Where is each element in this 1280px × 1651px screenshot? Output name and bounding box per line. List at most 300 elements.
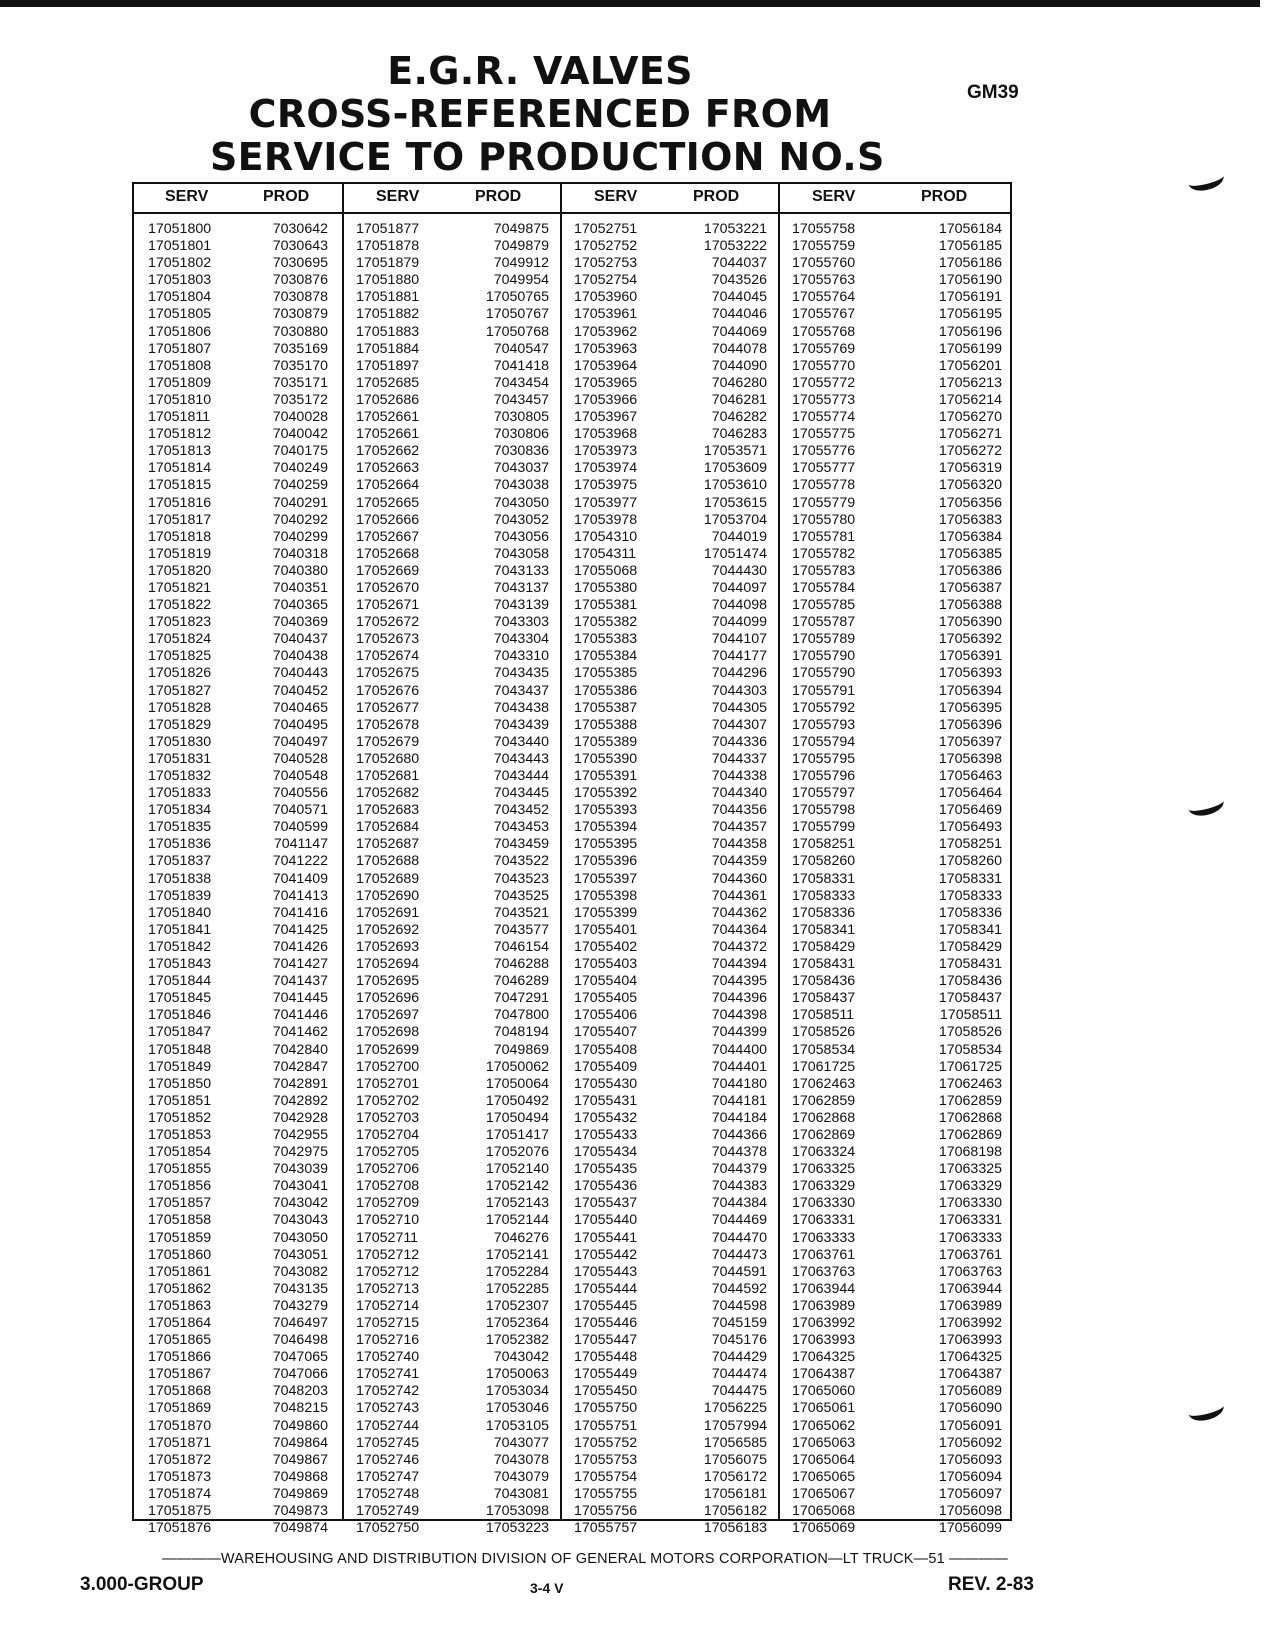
serv-number: 17053962 bbox=[574, 323, 638, 340]
serv-number: 17052744 bbox=[356, 1417, 420, 1434]
prod-number: 17056585 bbox=[703, 1434, 767, 1451]
serv-number: 17051811 bbox=[148, 409, 211, 426]
prod-number: 7040599 bbox=[272, 819, 328, 836]
prod-column bbox=[704, 221, 767, 1537]
serv-number: 17051865 bbox=[148, 1332, 212, 1349]
serv-number: 17055381 bbox=[574, 597, 638, 614]
prod-number: 17050494 bbox=[485, 1109, 549, 1126]
margin-mark bbox=[1186, 1396, 1226, 1424]
prod-number: 7044177 bbox=[711, 648, 767, 665]
prod-number: 7044356 bbox=[711, 802, 767, 819]
prod-number: 7043279 bbox=[272, 1297, 328, 1314]
serv-number: 17051812 bbox=[148, 426, 212, 443]
serv-header: SERV bbox=[594, 188, 638, 205]
prod-number: 7045159 bbox=[711, 1315, 767, 1331]
serv-number: 17051868 bbox=[148, 1383, 212, 1400]
serv-number: 17058251 bbox=[792, 836, 856, 853]
serv-number: 17053967 bbox=[574, 409, 638, 426]
serv-number: 17055391 bbox=[574, 768, 638, 784]
prod-number: 17058333 bbox=[938, 887, 1002, 904]
prod-number: 7049912 bbox=[493, 255, 549, 272]
prod-number: 7046282 bbox=[711, 409, 767, 426]
prod-number: 17056182 bbox=[703, 1503, 767, 1520]
serv-number: 17055763 bbox=[792, 272, 856, 289]
serv-number: 17052701 bbox=[356, 1075, 420, 1092]
prod-number: 17062463 bbox=[938, 1075, 1002, 1092]
serv-number: 17055431 bbox=[574, 1092, 638, 1109]
serv-number: 17055408 bbox=[574, 1041, 638, 1058]
prod-number: 17050062 bbox=[485, 1058, 549, 1075]
prod-number: 7043052 bbox=[493, 511, 549, 528]
serv-number: 17051862 bbox=[148, 1280, 212, 1297]
prod-number: 17056186 bbox=[938, 255, 1002, 272]
prod-number: 7049868 bbox=[272, 1468, 328, 1485]
serv-number: 17055760 bbox=[792, 255, 856, 272]
prod-number: 17056183 bbox=[703, 1520, 767, 1537]
serv-number: 17052740 bbox=[356, 1349, 420, 1366]
prod-number: 7043043 bbox=[272, 1212, 328, 1229]
prod-number: 7047291 bbox=[493, 990, 549, 1007]
prod-number: 17063333 bbox=[938, 1229, 1002, 1246]
column-group-4 bbox=[778, 184, 1012, 1537]
serv-number: 17052704 bbox=[356, 1126, 420, 1143]
prod-number: 17052076 bbox=[485, 1144, 549, 1161]
serv-number: 17055442 bbox=[574, 1246, 638, 1263]
prod-number: 17056383 bbox=[938, 511, 1002, 528]
prod-number: 7044305 bbox=[711, 699, 767, 716]
serv-number: 17052669 bbox=[356, 562, 420, 579]
serv-number: 17051852 bbox=[148, 1109, 212, 1126]
prod-number: 7044357 bbox=[711, 819, 767, 836]
prod-number: 17056391 bbox=[938, 648, 1002, 665]
serv-number: 17062859 bbox=[792, 1092, 856, 1109]
serv-number: 17052680 bbox=[356, 750, 420, 767]
prod-number: 7044394 bbox=[711, 956, 767, 973]
prod-number: 17056092 bbox=[938, 1434, 1002, 1451]
prod-number: 17056388 bbox=[938, 597, 1002, 614]
serv-number: 17058436 bbox=[792, 973, 856, 990]
serv-number: 17055756 bbox=[574, 1503, 638, 1520]
prod-number: 7041409 bbox=[272, 870, 328, 887]
serv-number: 17055754 bbox=[574, 1468, 638, 1485]
serv-number: 17052699 bbox=[356, 1041, 420, 1058]
prod-number: 7040259 bbox=[272, 477, 328, 494]
prod-number: 7044429 bbox=[711, 1349, 767, 1366]
serv-number: 17053961 bbox=[574, 306, 638, 323]
prod-number: 7044383 bbox=[711, 1178, 767, 1195]
prod-number: 17050492 bbox=[485, 1092, 549, 1109]
serv-number: 17055764 bbox=[792, 289, 856, 306]
serv-number: 17063333 bbox=[792, 1229, 856, 1246]
serv-number: 17055433 bbox=[574, 1126, 638, 1143]
serv-number: 17051849 bbox=[148, 1058, 212, 1075]
prod-number: 7035172 bbox=[272, 391, 328, 408]
serv-number: 17055793 bbox=[792, 716, 856, 733]
serv-number: 17055752 bbox=[574, 1434, 638, 1451]
serv-number: 17051808 bbox=[148, 357, 212, 374]
serv-number: 17051880 bbox=[356, 272, 420, 289]
prod-number: 7044399 bbox=[711, 1024, 767, 1041]
serv-number: 17051857 bbox=[148, 1195, 212, 1212]
footer-revision: REV. 2-83 bbox=[948, 1574, 1034, 1595]
prod-number: 7044046 bbox=[711, 306, 767, 323]
prod-number: 7035169 bbox=[272, 340, 328, 357]
serv-number: 17065061 bbox=[792, 1400, 856, 1417]
serv-number: 17052703 bbox=[356, 1109, 420, 1126]
serv-number: 17051840 bbox=[148, 904, 212, 921]
serv-number: 17055448 bbox=[574, 1349, 638, 1366]
prod-number: 17056272 bbox=[938, 443, 1002, 460]
prod-number: 7043082 bbox=[272, 1263, 328, 1280]
serv-number: 17055432 bbox=[574, 1109, 638, 1126]
prod-number: 7041462 bbox=[272, 1024, 328, 1041]
serv-number: 17055778 bbox=[792, 477, 856, 494]
prod-number: 7043437 bbox=[493, 682, 549, 699]
serv-number: 17052700 bbox=[356, 1058, 420, 1075]
serv-number: 17051882 bbox=[356, 306, 420, 323]
prod-number: 7042928 bbox=[272, 1109, 328, 1126]
serv-number: 17052741 bbox=[356, 1366, 420, 1383]
serv-number: 17055380 bbox=[574, 579, 638, 596]
prod-number: 7046281 bbox=[711, 391, 767, 408]
serv-number: 17055750 bbox=[574, 1400, 638, 1417]
prod-number: 7044069 bbox=[711, 323, 767, 340]
serv-number: 17058429 bbox=[792, 938, 856, 955]
serv-number: 17051826 bbox=[148, 665, 212, 682]
prod-number: 7030642 bbox=[272, 221, 328, 237]
prod-number: 17052364 bbox=[485, 1315, 549, 1331]
prod-number: 7035170 bbox=[272, 357, 328, 374]
prod-number: 7030878 bbox=[272, 289, 328, 306]
serv-number: 17065068 bbox=[792, 1503, 856, 1520]
serv-number: 17055776 bbox=[792, 443, 856, 460]
prod-number: 7043522 bbox=[493, 853, 549, 870]
serv-number: 17052698 bbox=[356, 1024, 420, 1041]
prod-number: 17056463 bbox=[938, 768, 1002, 784]
prod-number: 17056384 bbox=[938, 528, 1002, 545]
prod-number: 7044307 bbox=[711, 716, 767, 733]
serv-number: 17051819 bbox=[148, 545, 212, 562]
serv-number: 17051814 bbox=[148, 460, 212, 477]
prod-number: 17058431 bbox=[938, 956, 1002, 973]
serv-number: 17052742 bbox=[356, 1383, 420, 1400]
serv-number: 17052743 bbox=[356, 1400, 420, 1417]
prod-number: 7040438 bbox=[272, 648, 328, 665]
column-group-3 bbox=[560, 184, 780, 1537]
prod-number: 17062869 bbox=[938, 1126, 1002, 1143]
prod-number: 17058260 bbox=[938, 853, 1002, 870]
prod-number: 17056225 bbox=[703, 1400, 767, 1417]
prod-number: 7043525 bbox=[493, 887, 549, 904]
serv-number: 17051803 bbox=[148, 272, 212, 289]
prod-number: 7043042 bbox=[493, 1349, 549, 1366]
serv-number: 17055437 bbox=[574, 1195, 638, 1212]
serv-number: 17051872 bbox=[148, 1451, 212, 1468]
prod-number: 7030876 bbox=[272, 272, 328, 289]
prod-number: 7041446 bbox=[272, 1007, 328, 1024]
serv-number: 17055769 bbox=[792, 340, 856, 357]
prod-number: 7040249 bbox=[272, 460, 328, 477]
serv-number: 17055450 bbox=[574, 1383, 638, 1400]
prod-number: 7047066 bbox=[272, 1366, 328, 1383]
serv-number: 17055759 bbox=[792, 238, 856, 255]
prod-number: 7044362 bbox=[711, 904, 767, 921]
serv-number: 17055397 bbox=[574, 870, 638, 887]
prod-number: 7044107 bbox=[711, 631, 767, 648]
header-row bbox=[562, 184, 780, 214]
prod-number: 7030805 bbox=[493, 409, 549, 426]
serv-number: 17055799 bbox=[792, 819, 856, 836]
serv-number: 17052748 bbox=[356, 1485, 420, 1502]
prod-number: 7043452 bbox=[493, 802, 549, 819]
prod-number: 7040452 bbox=[272, 682, 328, 699]
prod-number: 17058511 bbox=[939, 1007, 1002, 1024]
prod-number: 7043577 bbox=[493, 921, 549, 938]
prod-number: 17058437 bbox=[938, 990, 1002, 1007]
prod-number: 17056385 bbox=[938, 545, 1002, 562]
serv-number: 17055790 bbox=[792, 665, 856, 682]
prod-number: 17053223 bbox=[485, 1520, 549, 1537]
serv-number: 17052692 bbox=[356, 921, 420, 938]
prod-header: PROD bbox=[263, 188, 310, 205]
prod-number: 7044296 bbox=[711, 665, 767, 682]
serv-number: 17051813 bbox=[148, 443, 212, 460]
serv-number: 17052663 bbox=[356, 460, 420, 477]
serv-number: 17055774 bbox=[792, 409, 856, 426]
prod-number: 7047065 bbox=[272, 1349, 328, 1366]
prod-number: 17058336 bbox=[938, 904, 1002, 921]
prod-number: 17056396 bbox=[938, 716, 1002, 733]
serv-number: 17055447 bbox=[574, 1332, 638, 1349]
prod-number: 7041418 bbox=[493, 357, 549, 374]
serv-number: 17061725 bbox=[792, 1058, 856, 1075]
prod-number: 7041425 bbox=[272, 921, 328, 938]
serv-number: 17051848 bbox=[148, 1041, 212, 1058]
prod-number: 17056392 bbox=[938, 631, 1002, 648]
prod-number: 7040351 bbox=[272, 579, 328, 596]
prod-number: 7046289 bbox=[493, 973, 549, 990]
prod-number: 17056098 bbox=[938, 1503, 1002, 1520]
prod-number: 17058331 bbox=[938, 870, 1002, 887]
serv-number: 17063324 bbox=[792, 1144, 856, 1161]
serv-number: 17051879 bbox=[356, 255, 420, 272]
serv-number: 17055430 bbox=[574, 1075, 638, 1092]
serv-number: 17055783 bbox=[792, 562, 856, 579]
prod-number: 7043139 bbox=[493, 597, 549, 614]
serv-number: 17052706 bbox=[356, 1161, 420, 1178]
serv-number: 17052674 bbox=[356, 648, 420, 665]
serv-number: 17058534 bbox=[792, 1041, 856, 1058]
prod-number: 17057994 bbox=[703, 1417, 767, 1434]
serv-number: 17065062 bbox=[792, 1417, 856, 1434]
serv-number: 17051829 bbox=[148, 716, 212, 733]
prod-number: 7044372 bbox=[711, 938, 767, 955]
prod-number: 17063992 bbox=[938, 1315, 1002, 1331]
serv-number: 17051836 bbox=[148, 836, 212, 853]
serv-number: 17052753 bbox=[574, 255, 638, 272]
prod-number: 7044400 bbox=[711, 1041, 767, 1058]
serv-number: 17055770 bbox=[792, 357, 856, 374]
prod-number: 7043042 bbox=[272, 1195, 328, 1212]
serv-number: 17052688 bbox=[356, 853, 420, 870]
prod-number: 7040437 bbox=[272, 631, 328, 648]
serv-number: 17055393 bbox=[574, 802, 638, 819]
serv-number: 17055792 bbox=[792, 699, 856, 716]
serv-number: 17051824 bbox=[148, 631, 212, 648]
serv-number: 17053964 bbox=[574, 357, 638, 374]
prod-number: 7044037 bbox=[711, 255, 767, 272]
prod-number: 17056393 bbox=[938, 665, 1002, 682]
prod-number: 7044474 bbox=[711, 1366, 767, 1383]
serv-column bbox=[792, 221, 855, 1537]
serv-number: 17052690 bbox=[356, 887, 420, 904]
prod-number: 7049954 bbox=[493, 272, 549, 289]
prod-number: 17052142 bbox=[485, 1178, 549, 1195]
prod-number: 17052140 bbox=[485, 1161, 549, 1178]
serv-number: 17055388 bbox=[574, 716, 638, 733]
serv-number: 17052679 bbox=[356, 733, 420, 750]
serv-number: 17055798 bbox=[792, 802, 856, 819]
serv-number: 17051881 bbox=[356, 289, 420, 306]
catalog-code: GM39 bbox=[967, 82, 1019, 103]
serv-number: 17052715 bbox=[356, 1315, 420, 1331]
prod-number: 17058251 bbox=[938, 836, 1002, 853]
prod-number: 7043457 bbox=[493, 391, 549, 408]
serv-number: 17055434 bbox=[574, 1144, 638, 1161]
serv-number: 17055382 bbox=[574, 614, 638, 631]
serv-column bbox=[356, 221, 419, 1537]
prod-number: 7041445 bbox=[272, 990, 328, 1007]
serv-number: 17055405 bbox=[574, 990, 638, 1007]
serv-number: 17055785 bbox=[792, 597, 856, 614]
prod-number: 17056356 bbox=[938, 494, 1002, 511]
prod-number: 7044396 bbox=[711, 990, 767, 1007]
prod-number: 17056387 bbox=[938, 579, 1002, 596]
prod-header: PROD bbox=[475, 188, 522, 205]
prod-number: 17058436 bbox=[938, 973, 1002, 990]
serv-number: 17052754 bbox=[574, 272, 638, 289]
prod-number: 17050768 bbox=[485, 323, 549, 340]
serv-number: 17051856 bbox=[148, 1178, 212, 1195]
serv-number: 17058331 bbox=[792, 870, 856, 887]
prod-number: 7044401 bbox=[711, 1058, 767, 1075]
serv-number: 17051876 bbox=[148, 1520, 212, 1537]
prod-number: 7049860 bbox=[272, 1417, 328, 1434]
prod-number: 17056386 bbox=[938, 562, 1002, 579]
prod-number: 7046497 bbox=[272, 1315, 328, 1331]
prod-number: 17056191 bbox=[938, 289, 1002, 306]
prod-number: 7043459 bbox=[493, 836, 549, 853]
prod-number: 7049869 bbox=[493, 1041, 549, 1058]
serv-number: 17051841 bbox=[148, 921, 212, 938]
serv-number: 17062868 bbox=[792, 1109, 856, 1126]
prod-number: 7049874 bbox=[272, 1520, 328, 1537]
serv-number: 17051847 bbox=[148, 1024, 212, 1041]
serv-number: 17058526 bbox=[792, 1024, 856, 1041]
prod-number: 17061725 bbox=[938, 1058, 1002, 1075]
serv-number: 17052746 bbox=[356, 1451, 420, 1468]
serv-number: 17058437 bbox=[792, 990, 856, 1007]
prod-number: 7040318 bbox=[272, 545, 328, 562]
serv-number: 17055775 bbox=[792, 426, 856, 443]
serv-number: 17051874 bbox=[148, 1485, 212, 1502]
prod-number: 17064325 bbox=[938, 1349, 1002, 1366]
column-group-2 bbox=[342, 184, 562, 1537]
serv-number: 17051867 bbox=[148, 1366, 212, 1383]
prod-number: 17056094 bbox=[938, 1468, 1002, 1485]
prod-number: 7040443 bbox=[272, 665, 328, 682]
serv-number: 17055767 bbox=[792, 306, 856, 323]
header-row bbox=[134, 184, 342, 214]
serv-header: SERV bbox=[165, 188, 209, 205]
serv-number: 17051818 bbox=[148, 528, 212, 545]
prod-number: 17051474 bbox=[703, 545, 767, 562]
serv-number: 17051833 bbox=[148, 785, 212, 802]
title-line-2: CROSS-REFERENCED FROM bbox=[248, 92, 832, 136]
serv-number: 17051816 bbox=[148, 494, 212, 511]
prod-number: 7043440 bbox=[493, 733, 549, 750]
serv-number: 17055401 bbox=[574, 921, 638, 938]
prod-number: 17058526 bbox=[938, 1024, 1002, 1041]
serv-number: 17051831 bbox=[148, 750, 212, 767]
prod-number: 7043304 bbox=[493, 631, 549, 648]
prod-number: 7044181 bbox=[711, 1092, 767, 1109]
prod-number: 7042891 bbox=[272, 1075, 328, 1092]
prod-number: 7044379 bbox=[711, 1161, 767, 1178]
prod-number: 7044475 bbox=[711, 1383, 767, 1400]
prod-number: 7049867 bbox=[272, 1451, 328, 1468]
serv-number: 17052705 bbox=[356, 1144, 420, 1161]
prod-number: 7049873 bbox=[272, 1503, 328, 1520]
prod-number: 7044361 bbox=[711, 887, 767, 904]
serv-number: 17051843 bbox=[148, 956, 212, 973]
prod-number: 7044592 bbox=[711, 1280, 767, 1297]
prod-number: 7043438 bbox=[493, 699, 549, 716]
prod-number: 17063989 bbox=[938, 1297, 1002, 1314]
prod-number: 7040369 bbox=[272, 614, 328, 631]
serv-number: 17051806 bbox=[148, 323, 212, 340]
serv-number: 17051810 bbox=[148, 391, 212, 408]
prod-number: 7040571 bbox=[272, 802, 328, 819]
prod-number: 7044358 bbox=[711, 836, 767, 853]
prod-number: 7046498 bbox=[272, 1332, 328, 1349]
serv-number: 17052667 bbox=[356, 528, 420, 545]
prod-number: 7030806 bbox=[493, 426, 549, 443]
prod-number: 7043078 bbox=[493, 1451, 549, 1468]
serv-number: 17063331 bbox=[792, 1212, 856, 1229]
serv-number: 17052714 bbox=[356, 1297, 420, 1314]
prod-number: 17068198 bbox=[938, 1144, 1002, 1161]
prod-number: 7044099 bbox=[711, 614, 767, 631]
serv-number: 17055751 bbox=[574, 1417, 638, 1434]
prod-number: 7044360 bbox=[711, 870, 767, 887]
serv-number: 17055386 bbox=[574, 682, 638, 699]
serv-number: 17065063 bbox=[792, 1434, 856, 1451]
serv-number: 17058336 bbox=[792, 904, 856, 921]
cross-reference-table bbox=[132, 182, 1012, 1537]
prod-number: 17056397 bbox=[938, 733, 1002, 750]
prod-number: 17053609 bbox=[703, 460, 767, 477]
prod-number: 7043056 bbox=[493, 528, 549, 545]
serv-number: 17055394 bbox=[574, 819, 638, 836]
serv-number: 17052671 bbox=[356, 597, 420, 614]
prod-number: 17053034 bbox=[485, 1383, 549, 1400]
serv-number: 17052687 bbox=[356, 836, 420, 853]
prod-number: 7043521 bbox=[493, 904, 549, 921]
prod-number: 17063330 bbox=[938, 1195, 1002, 1212]
serv-number: 17063989 bbox=[792, 1297, 856, 1314]
prod-number: 7041222 bbox=[272, 853, 328, 870]
